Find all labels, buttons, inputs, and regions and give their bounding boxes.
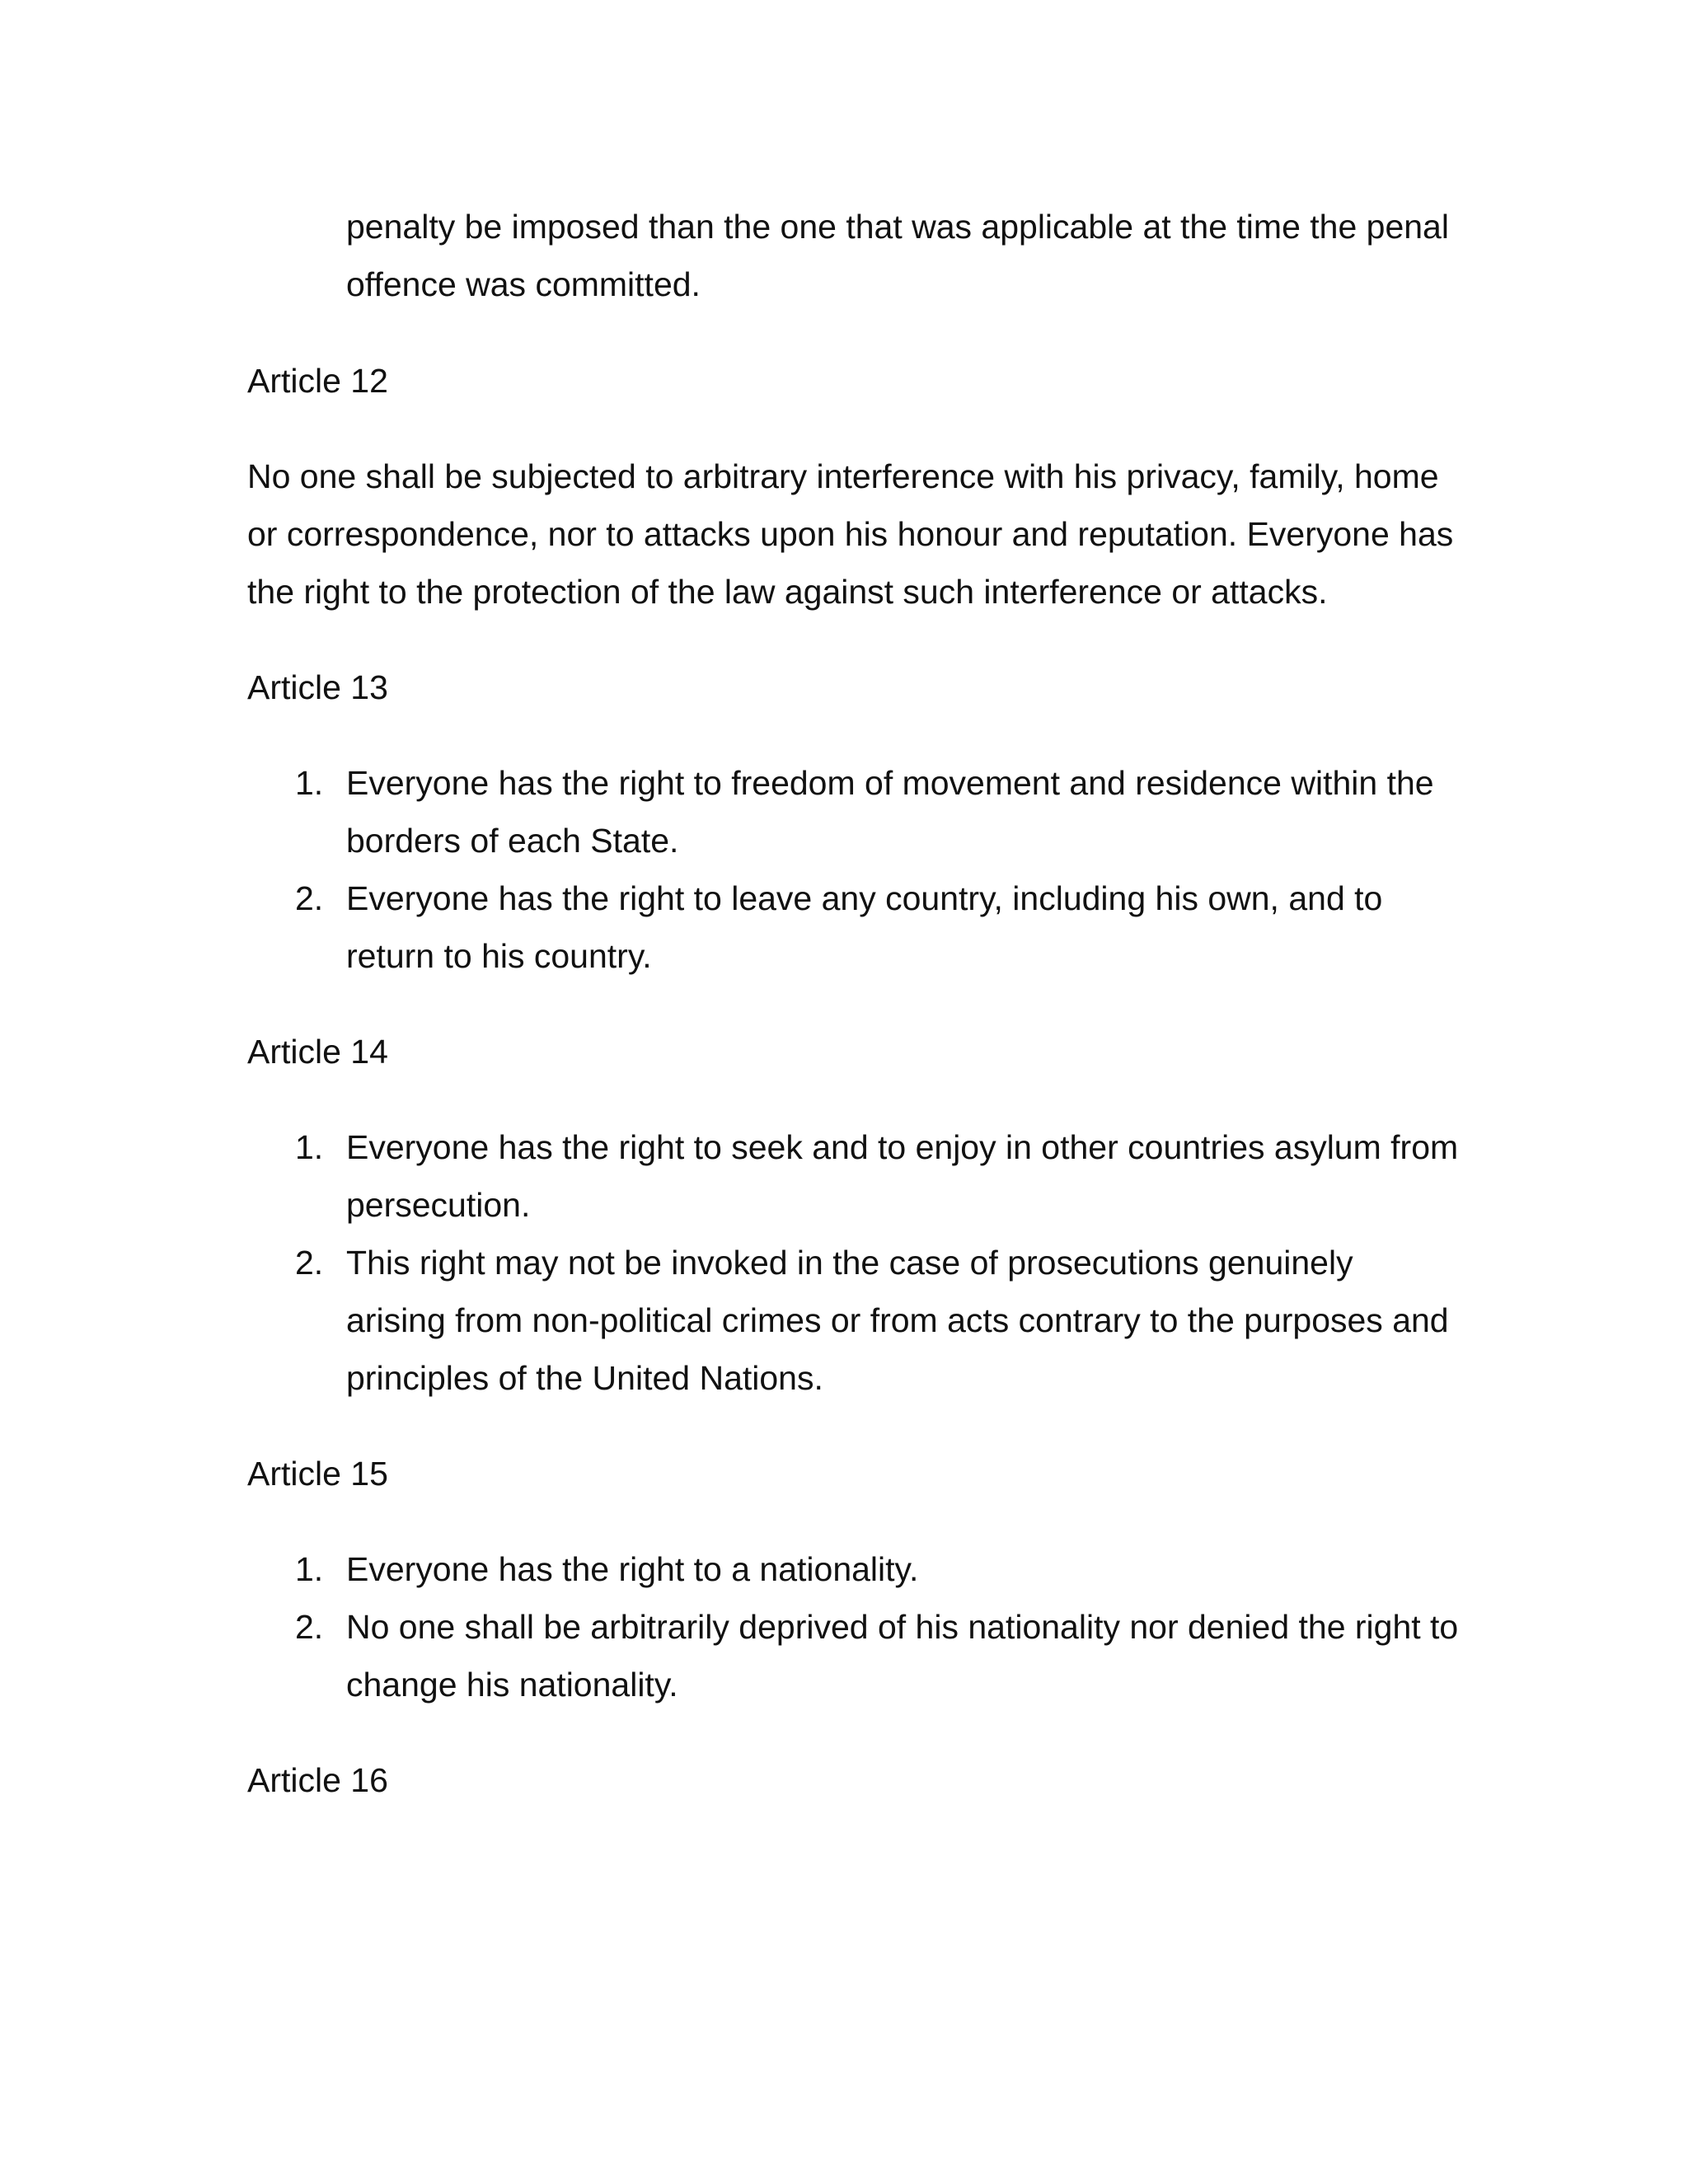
- article-14-item-2-line-1: This right may not be invoked in the case of prosecutions genuinely: [346, 1244, 1353, 1282]
- article-12-line-1: No one shall be subjected to arbitrary interference with his privacy, family, home: [247, 457, 1439, 495]
- article-14-item-2-line-3: principles of the United Nations.: [346, 1359, 823, 1397]
- article-13-item-1-line-1: Everyone has the right to freedom of movement and residence within the: [346, 764, 1434, 802]
- article-13-item-1-line-2: borders of each State.: [346, 822, 679, 860]
- article-14-item-1-number: 1.: [295, 1128, 324, 1166]
- article-14-item-1-line-2: persecution.: [346, 1186, 531, 1224]
- article-12-line-2: or correspondence, nor to attacks upon his honour and reputation. Everyone has: [247, 515, 1454, 553]
- article-12-heading: Article 12: [247, 362, 388, 400]
- article-14-item-2-number: 2.: [295, 1244, 324, 1282]
- article-13-item-2-number: 2.: [295, 879, 324, 917]
- article-15-item-1-number: 1.: [295, 1550, 324, 1588]
- article-16-heading: Article 16: [247, 1761, 388, 1799]
- article-15-item-2-line-1: No one shall be arbitrarily deprived of his nationality nor denied the right to: [346, 1608, 1459, 1646]
- article-13-item-1-number: 1.: [295, 764, 324, 802]
- article-15-heading: Article 15: [247, 1455, 388, 1493]
- article-15-item-2-number: 2.: [295, 1608, 324, 1646]
- article-14-item-1-line-1: Everyone has the right to seek and to enjoy in other countries asylum from: [346, 1128, 1459, 1166]
- continuation-line-1: penalty be imposed than the one that was applicable at the time the penal: [346, 208, 1449, 246]
- article-13-heading: Article 13: [247, 668, 388, 706]
- article-15-item-2-line-2: change his nationality.: [346, 1666, 678, 1704]
- article-13-item-2-line-1: Everyone has the right to leave any country, including his own, and to: [346, 879, 1383, 917]
- article-13-item-2-line-2: return to his country.: [346, 937, 652, 975]
- continuation-line-2: offence was committed.: [346, 265, 701, 303]
- article-14-heading: Article 14: [247, 1033, 388, 1071]
- article-12-line-3: the right to the protection of the law against such interference or attacks.: [247, 573, 1328, 611]
- article-15-item-1-line-1: Everyone has the right to a nationality.: [346, 1550, 919, 1588]
- article-14-item-2-line-2: arising from non-political crimes or from acts contrary to the purposes and: [346, 1301, 1449, 1339]
